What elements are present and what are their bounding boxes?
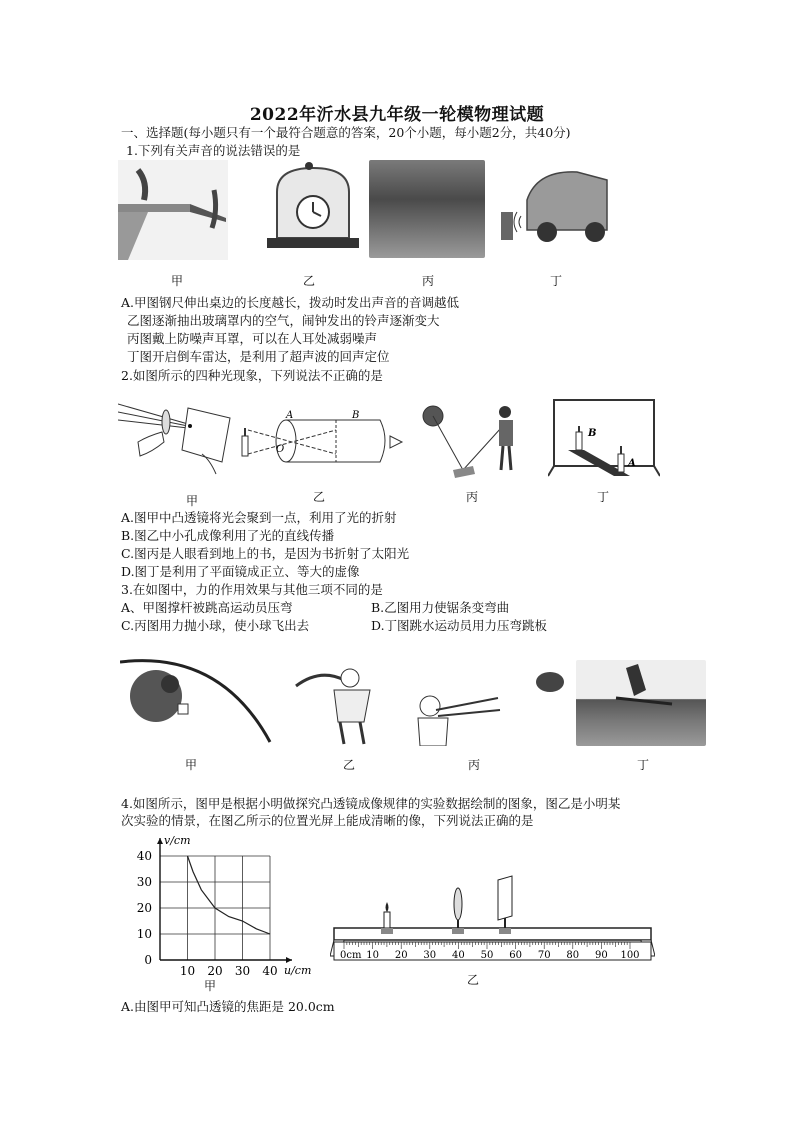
- bench-tick-label: 70: [537, 950, 551, 961]
- q2-option-a: A.图甲中凸透镜将光会聚到一点，利用了光的折射: [121, 510, 397, 525]
- q1-label-jia: 甲: [171, 274, 184, 288]
- q3-option-b: B.乙图用力使锯条变弯曲: [371, 600, 510, 615]
- bench-tick-label: 100: [620, 950, 640, 961]
- q2-figure-book: [415, 398, 525, 480]
- x-tick-label: 10: [179, 964, 196, 978]
- q4-bench-label: 乙: [467, 973, 480, 987]
- q2-figure-mirror: [548, 396, 660, 480]
- x-tick-label: 30: [234, 964, 251, 978]
- chart-ticks: [137, 849, 278, 978]
- q3-label-bing: 丙: [468, 758, 481, 772]
- q2-label-a: A: [286, 410, 294, 421]
- q4-option-a: A.由图甲可知凸透镜的焦距是 20.0cm: [121, 999, 335, 1014]
- q2-option-c: C.图丙是人眼看到地上的书，是因为书折射了太阳光: [121, 546, 410, 561]
- q3-label-ding: 丁: [637, 758, 650, 772]
- y-tick-label: 40: [136, 849, 152, 863]
- bench-tick-label: 60: [509, 950, 522, 961]
- bench-tick-label: 20: [394, 950, 408, 961]
- q2-label-ding: 丁: [597, 490, 610, 504]
- q3-figure-throw-ball: [408, 670, 573, 746]
- chart-ylabel: v/cm: [164, 834, 191, 847]
- q2-option-d: D.图丁是利用了平面镜成正立、等大的虚像: [121, 564, 360, 579]
- bench-tick-label: 0cm: [340, 950, 362, 961]
- x-axis-arrow: [286, 957, 292, 963]
- y-axis-arrow: [157, 838, 163, 844]
- q2-label-b: B: [352, 410, 360, 421]
- bench-tick-label: 40: [452, 950, 465, 961]
- q3-figure-saw: [290, 662, 390, 746]
- q3-stem: 3.在如图中，力的作用效果与其他三项不同的是: [121, 582, 383, 597]
- q4-graph-label: 甲: [204, 979, 217, 993]
- q2-label-jia: 甲: [186, 494, 199, 508]
- q1-figure-factory-photo: [369, 160, 485, 258]
- convex-lens: [452, 888, 464, 934]
- q1-figure-bell-jar: [263, 160, 363, 255]
- q1-option-b: 乙图逐渐抽出玻璃罩内的空气，闹钟发出的铃声逐渐变大: [127, 313, 440, 328]
- bench-tick-label: 50: [480, 950, 494, 961]
- q2-stem: 2.如图所示的四种光现象，下列说法不正确的是: [121, 368, 383, 383]
- q4-stem-line1: 4.如图所示，图甲是根据小明做探究凸透镜成像规律的实验数据绘制的图象，图乙是小明某: [121, 796, 621, 811]
- bench-tick-label: 30: [423, 950, 437, 961]
- q1-label-ding: 丁: [550, 274, 563, 288]
- q4-graph: [114, 832, 314, 982]
- x-tick-label: 20: [207, 964, 223, 978]
- y-tick-label: 30: [136, 875, 152, 889]
- q2-label-b2: B: [588, 428, 597, 439]
- q1-label-bing: 丙: [422, 274, 435, 288]
- q3-option-d: D.丁图跳水运动员用力压弯跳板: [371, 618, 548, 633]
- v-u-chart: [114, 832, 314, 982]
- q4-stem-line2: 次实验的情景，在图乙所示的位置光屏上能成清晰的像，下列说法正确的是: [121, 813, 534, 828]
- q3-label-yi: 乙: [343, 758, 356, 772]
- light-screen: [498, 876, 512, 934]
- chart-axes: [157, 838, 292, 963]
- chart-series-line: [188, 856, 271, 934]
- x-tick-label: 40: [262, 964, 278, 978]
- bench-tick-label: 90: [595, 950, 608, 961]
- y-tick-label: 0: [144, 953, 152, 967]
- q1-stem: 1.下列有关声音的说法错误的是: [126, 143, 301, 158]
- q2-option-b: B.图乙中小孔成像利用了光的直线传播: [121, 528, 335, 543]
- q2-label-a2: A: [628, 458, 636, 469]
- q3-label-jia: 甲: [185, 758, 198, 772]
- q2-label-yi: 乙: [313, 490, 326, 504]
- q1-label-yi: 乙: [303, 274, 316, 288]
- q3-option-a: A、甲图撑杆被跳高运动员压弯: [121, 600, 293, 615]
- q1-option-a: A.甲图钢尺伸出桌边的长度越长，拨动时发出声音的音调越低: [121, 295, 460, 310]
- q3-option-c: C.丙图用力抛小球，使小球飞出去: [121, 618, 310, 633]
- q1-figure-car-radar: [497, 160, 612, 255]
- q2-label-o: O: [276, 444, 285, 455]
- y-tick-label: 10: [136, 927, 152, 941]
- q3-figure-diving-photo: [576, 660, 706, 746]
- chart-xlabel: u/cm: [284, 964, 312, 977]
- q1-option-c: 丙图戴上防噪声耳罩，可以在人耳处减弱噪声: [127, 331, 378, 346]
- q2-figure-pinhole: [240, 410, 410, 470]
- q2-figure-lens: [118, 396, 240, 478]
- q1-figure-ruler: [118, 160, 228, 260]
- bench-tick-label: 10: [366, 950, 379, 961]
- q3-figure-pole-vault: [120, 654, 280, 746]
- q4-optical-bench: [330, 872, 655, 968]
- bench-tick-label: 80: [566, 950, 580, 961]
- page-title: 2022年沂水县九年级一轮模物理试题: [249, 105, 545, 125]
- section-heading: 一、选择题(每小题只有一个最符合题意的答案，20个小题，每小题2分，共40分): [121, 125, 571, 140]
- q2-label-bing: 丙: [466, 490, 479, 504]
- candle: [381, 902, 393, 934]
- q1-option-d: 丁图开启倒车雷达，是利用了超声波的回声定位: [127, 349, 390, 364]
- y-tick-label: 20: [136, 901, 152, 915]
